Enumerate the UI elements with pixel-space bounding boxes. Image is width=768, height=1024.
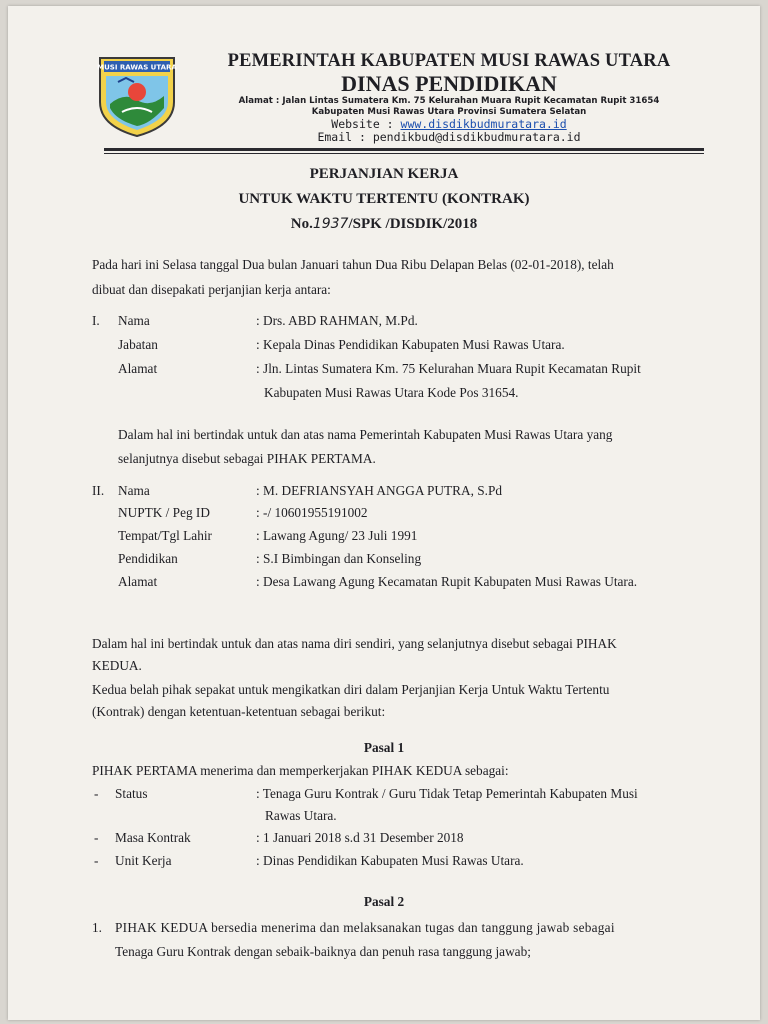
address-line-1: Alamat : Jalan Lintas Sumatera Km. 75 Kelurahan Muara Rupit Kecamatan Rupit 31654 (238, 96, 660, 106)
party2-numeral: II. (92, 483, 105, 498)
document-page (8, 6, 760, 1020)
header-rule-thin (104, 153, 704, 154)
agreement-line-1: Kedua belah pihak sepakat untuk mengikatkan diri dalam Perjanjian Kerja Untuk Waktu Tertentu (92, 682, 610, 697)
party2-address-label: Alamat (118, 574, 158, 589)
pasal1-bullet-1: - (94, 786, 99, 801)
header-rule-thick (104, 148, 704, 151)
regency-logo (96, 52, 178, 138)
pasal1-term-value: : 1 Januari 2018 s.d 31 Desember 2018 (256, 830, 464, 845)
logo-banner-text: MUSI RAWAS UTARA (97, 63, 177, 72)
party1-position-label: Jabatan (118, 337, 158, 352)
agreement-line-2: (Kontrak) dengan ketentuan-ketentuan sebagai berikut: (92, 704, 386, 719)
party2-note-line-2: KEDUA. (92, 658, 142, 673)
party2-education-label: Pendidikan (118, 551, 178, 566)
doc-title-line-1: PERJANJIAN KERJA (309, 166, 459, 182)
email-line: Email : pendikbud@disdikbudmuratara.id (317, 130, 581, 144)
party1-note-line-1: Dalam hal ini bertindak untuk dan atas nama Pemerintah Kabupaten Musi Rawas Utara yang (118, 427, 613, 442)
party2-id-value: : -/ 10601955191002 (256, 505, 368, 520)
pasal2-line-1: PIHAK KEDUA bersedia menerima dan melaksanakan tugas dan tanggung jawab sebagai (115, 920, 615, 935)
party2-birth-label: Tempat/Tgl Lahir (118, 528, 212, 543)
pasal1-bullet-2: - (94, 830, 99, 845)
pasal1-bullet-3: - (94, 853, 99, 868)
doc-title-line-2: UNTUK WAKTU TERTENTU (KONTRAK) (238, 191, 530, 207)
intro-line-1: Pada hari ini Selasa tanggal Dua bulan Januari tahun Dua Ribu Delapan Belas (02-01-2018), telah (92, 257, 614, 272)
pasal1-status-value: : Tenaga Guru Kontrak / Guru Tidak Tetap Pemerintah Kabupaten Musi (256, 786, 638, 801)
party1-address-label: Alamat (118, 361, 158, 376)
party1-position-value: : Kepala Dinas Pendidikan Kabupaten Musi Rawas Utara. (256, 337, 565, 352)
pasal1-term-label: Masa Kontrak (115, 830, 191, 845)
party2-birth-value: : Lawang Agung/ 23 Juli 1991 (256, 528, 418, 543)
party1-name-label: Nama (118, 313, 150, 328)
pasal2-line-2: Tenaga Guru Kontrak dengan sebaik-baiknya dan penuh rasa tanggung jawab; (115, 944, 531, 959)
party2-note-line-1: Dalam hal ini bertindak untuk dan atas nama diri sendiri, yang selanjutnya disebut sebagai PIHAK (92, 636, 617, 651)
pasal1-unit-label: Unit Kerja (115, 853, 172, 868)
doc-number (8, 216, 760, 233)
website-link[interactable]: www.disdikbudmuratara.id (400, 117, 567, 131)
party1-note-line-2: selanjutnya disebut sebagai PIHAK PERTAMA. (118, 451, 376, 466)
party2-name-label: Nama (118, 483, 150, 498)
party2-education-value: : S.I Bimbingan dan Konseling (256, 551, 422, 566)
pasal1-status-cont: Rawas Utara. (265, 808, 337, 823)
government-name: PEMERINTAH KABUPATEN MUSI RAWAS UTARA (227, 51, 671, 71)
party2-address-value: : Desa Lawang Agung Kecamatan Rupit Kabupaten Musi Rawas Utara. (256, 574, 638, 589)
party1-address-cont: Kabupaten Musi Rawas Utara Kode Pos 31654. (264, 385, 519, 400)
letterhead (184, 50, 714, 144)
pasal2-heading: Pasal 2 (363, 894, 405, 909)
doc-number-prefix: No. (290, 216, 313, 232)
party2-name-value: : M. DEFRIANSYAH ANGGA PUTRA, S.Pd (256, 483, 503, 498)
handwritten-number: 1937 (312, 216, 349, 232)
party2-id-label: NUPTK / Peg ID (118, 505, 210, 520)
party1-name-value: : Drs. ABD RAHMAN, M.Pd. (256, 313, 418, 328)
pasal1-unit-value: : Dinas Pendidikan Kabupaten Musi Rawas Utara. (256, 853, 524, 868)
pasal1-status-label: Status (115, 786, 148, 801)
website-label: Website : (331, 117, 401, 131)
department-name: DINAS PENDIDIKAN (341, 71, 557, 96)
doc-number-suffix: /SPK /DISDIK/2018 (348, 216, 478, 232)
intro-line-2: dibuat dan disepakati perjanjian kerja antara: (92, 282, 331, 297)
pasal1-heading: Pasal 1 (363, 740, 405, 755)
party1-numeral: I. (92, 313, 100, 328)
pasal2-item-number: 1. (92, 920, 102, 935)
party1-address-value: : Jln. Lintas Sumatera Km. 75 Kelurahan Muara Rupit Kecamatan Rupit (256, 361, 641, 376)
pasal1-intro: PIHAK PERTAMA menerima dan memperkerjakan PIHAK KEDUA sebagai: (92, 763, 509, 778)
address-line-2: Kabupaten Musi Rawas Utara Provinsi Sumatera Selatan (311, 107, 587, 117)
